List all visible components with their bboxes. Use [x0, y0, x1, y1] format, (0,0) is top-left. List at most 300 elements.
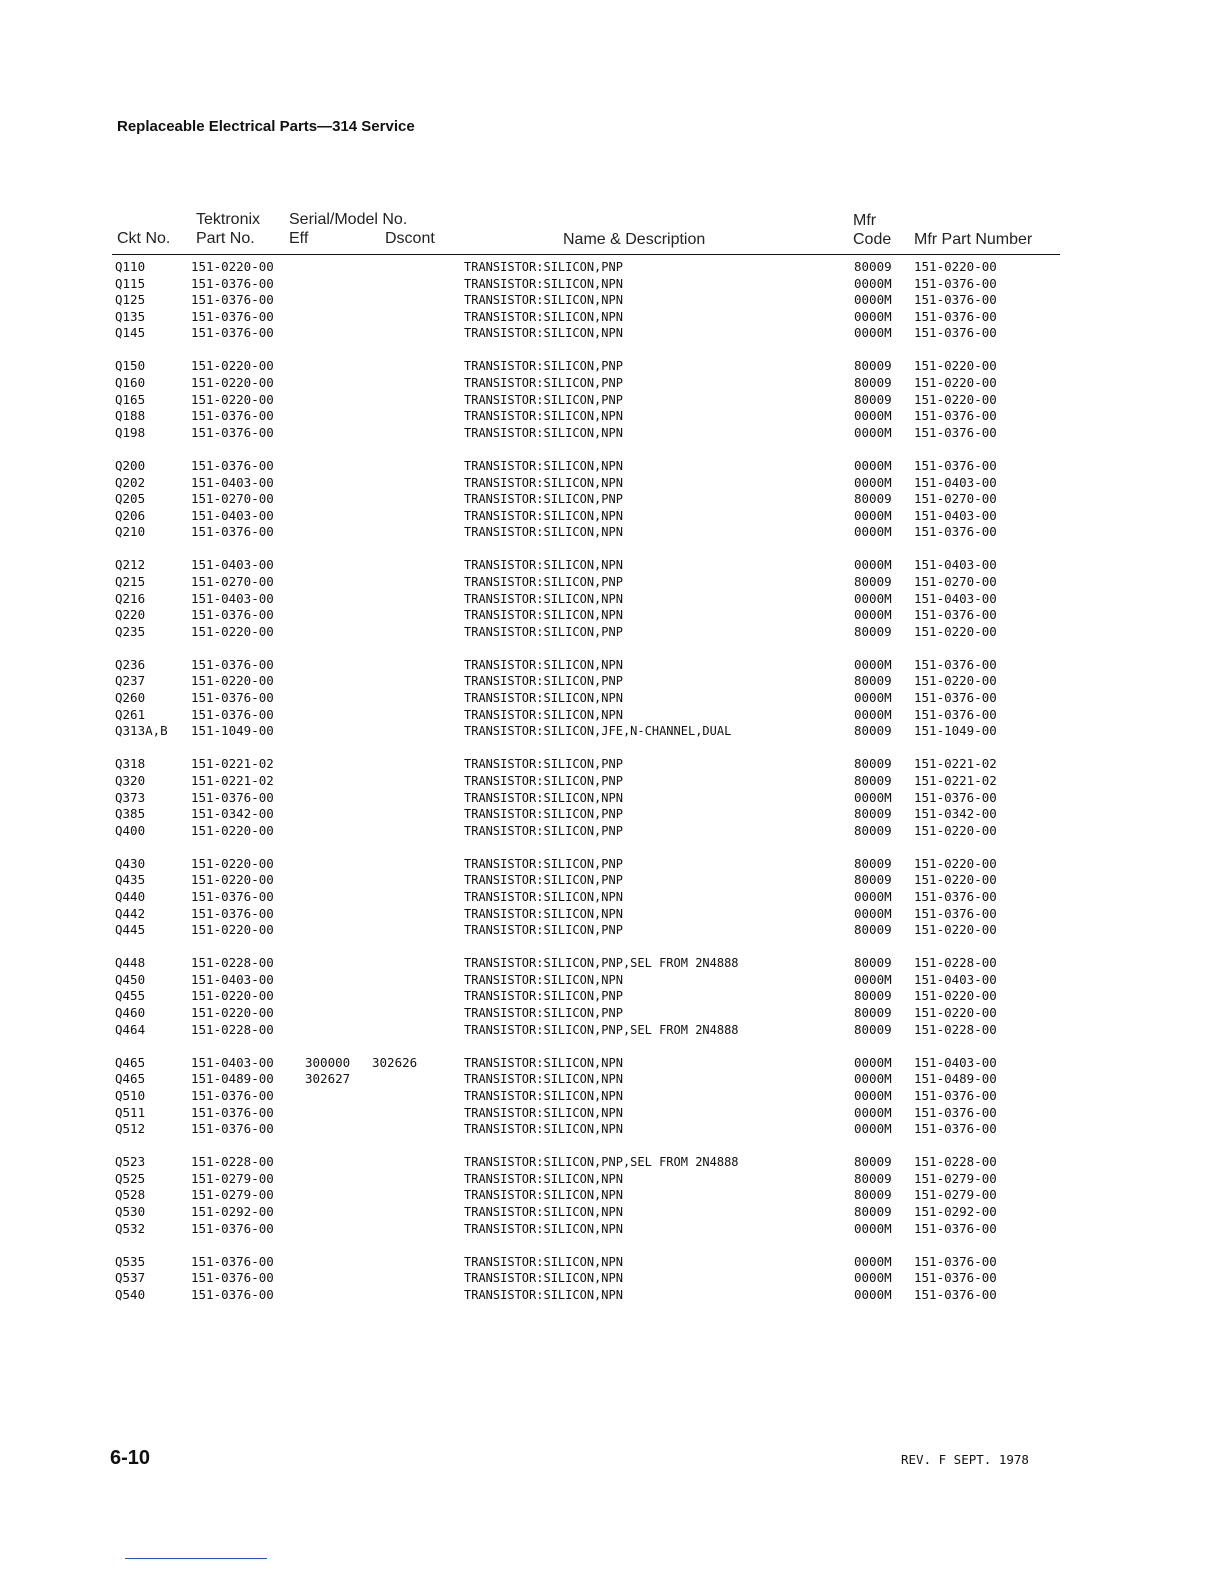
ckt-no-cell: Q260	[115, 690, 146, 706]
ckt-no-cell: Q236	[115, 656, 146, 672]
mfr-code-cell: 80009	[854, 391, 892, 407]
table-row	[0, 955, 1224, 972]
name-description-cell: TRANSISTOR:SILICON,PNP	[464, 823, 623, 838]
table-row	[0, 508, 1224, 525]
ckt-no-cell: Q537	[115, 1270, 146, 1286]
mfr-part-number-cell: 151-0376-00	[914, 607, 997, 623]
name-description-cell: TRANSISTOR:SILICON,NPN	[464, 409, 623, 424]
part-no-cell: 151-0403-00	[191, 557, 274, 573]
mfr-part-number-cell: 151-0292-00	[914, 1204, 997, 1219]
ckt-no-cell: Q145	[115, 325, 146, 341]
name-description-cell: TRANSISTOR:SILICON,NPN	[464, 790, 623, 805]
mfr-part-number-cell: 151-0221-02	[914, 756, 997, 772]
name-description-cell: TRANSISTOR:SILICON,PNP	[464, 624, 623, 639]
table-row	[0, 1022, 1224, 1039]
mfr-part-number-cell: 151-0228-00	[914, 1021, 997, 1037]
mfr-part-number-cell: 151-0220-00	[914, 391, 997, 407]
ckt-no-cell: Q198	[115, 424, 146, 440]
ckt-no-cell: Q385	[115, 806, 146, 822]
name-description-cell: TRANSISTOR:SILICON,PNP	[464, 674, 623, 689]
mfr-part-number-cell: 151-0376-00	[914, 1253, 997, 1269]
mfr-part-number-cell: 151-0376-00	[914, 408, 997, 424]
mfr-part-number-cell: 151-0220-00	[914, 922, 997, 938]
row-group	[0, 259, 1224, 342]
part-no-cell: 151-0376-00	[191, 789, 274, 805]
ckt-no-cell: Q216	[115, 590, 146, 606]
mfr-code-cell: 0000M	[854, 275, 892, 291]
table-row	[0, 872, 1224, 889]
header-tektronix: Tektronix	[196, 211, 261, 228]
mfr-part-number-cell: 151-0489-00	[914, 1071, 997, 1087]
mfr-code-cell: 0000M	[854, 656, 892, 672]
name-description-cell: TRANSISTOR:SILICON,PNP	[464, 807, 623, 822]
mfr-code-cell: 80009	[854, 375, 892, 391]
page-number: 6-10	[110, 1447, 151, 1469]
table-row	[0, 276, 1224, 293]
mfr-part-number-cell: 151-0220-00	[914, 259, 997, 274]
table-row	[0, 1154, 1224, 1171]
ckt-no-cell: Q540	[115, 1286, 146, 1302]
ckt-no-cell: Q440	[115, 889, 146, 904]
header-eff: Eff	[289, 230, 309, 247]
header-serial-model: Serial/Model No.	[289, 211, 408, 228]
name-description-cell: TRANSISTOR:SILICON,PNP	[464, 773, 623, 788]
ckt-no-cell: Q220	[115, 607, 146, 623]
part-no-cell: 151-0292-00	[191, 1204, 274, 1219]
mfr-code-cell: 80009	[854, 1187, 892, 1203]
part-no-cell: 151-0376-00	[191, 524, 274, 540]
name-description-cell: TRANSISTOR:SILICON,NPN	[464, 1105, 623, 1120]
part-no-cell: 151-0270-00	[191, 491, 274, 507]
serial-eff-cell: 302627	[305, 1071, 351, 1087]
table-row	[0, 806, 1224, 823]
header-ckt-no: Ckt No.	[117, 230, 171, 247]
part-no-cell: 151-0220-00	[191, 1005, 274, 1021]
table-row	[0, 988, 1224, 1005]
mfr-code-cell: 80009	[854, 574, 892, 589]
mfr-part-number-cell: 151-0228-00	[914, 1154, 997, 1170]
table-row	[0, 624, 1224, 641]
part-no-cell: 151-0376-00	[191, 424, 274, 440]
mfr-code-cell: 0000M	[854, 1270, 892, 1286]
table-row	[0, 922, 1224, 939]
name-description-cell: TRANSISTOR:SILICON,PNP	[464, 492, 623, 507]
name-description-cell: TRANSISTOR:SILICON,NPN	[464, 1287, 623, 1302]
table-row	[0, 259, 1224, 276]
ckt-no-cell: Q160	[115, 375, 146, 391]
ckt-no-cell: Q373	[115, 789, 146, 805]
mfr-code-cell: 80009	[854, 806, 892, 822]
table-row	[0, 1071, 1224, 1088]
table-row	[0, 392, 1224, 409]
table-row	[0, 773, 1224, 790]
part-no-cell: 151-0221-02	[191, 756, 274, 772]
name-description-cell: TRANSISTOR:SILICON,NPN	[464, 608, 623, 623]
header-mfr-part-number: Mfr Part Number	[914, 231, 1033, 248]
table-row	[0, 292, 1224, 309]
mfr-code-cell: 0000M	[854, 590, 892, 606]
part-no-cell: 151-0403-00	[191, 474, 274, 490]
table-row	[0, 1005, 1224, 1022]
part-no-cell: 151-0376-00	[191, 889, 274, 904]
header-dscont: Dscont	[385, 230, 435, 247]
ckt-no-cell: Q261	[115, 706, 146, 722]
ckt-no-cell: Q528	[115, 1187, 146, 1203]
mfr-code-cell: 0000M	[854, 1286, 892, 1302]
mfr-code-cell: 0000M	[854, 1220, 892, 1236]
part-no-cell: 151-0220-00	[191, 872, 274, 888]
row-group	[0, 756, 1224, 839]
mfr-part-number-cell: 151-0220-00	[914, 855, 997, 871]
name-description-cell: TRANSISTOR:SILICON,NPN	[464, 326, 623, 341]
ckt-no-cell: Q525	[115, 1170, 146, 1186]
revision-note: REV. F SEPT. 1978	[901, 1452, 1029, 1467]
ckt-no-cell: Q110	[115, 259, 146, 274]
mfr-part-number-cell: 151-0220-00	[914, 872, 997, 888]
name-description-cell: TRANSISTOR:SILICON,PNP	[464, 856, 623, 871]
table-row	[0, 607, 1224, 624]
table-row	[0, 1187, 1224, 1204]
ckt-no-cell: Q210	[115, 524, 146, 540]
table-row	[0, 723, 1224, 740]
row-group	[0, 657, 1224, 740]
ckt-no-cell: Q464	[115, 1021, 146, 1037]
name-description-cell: TRANSISTOR:SILICON,PNP,SEL FROM 2N4888	[464, 1022, 739, 1037]
mfr-part-number-cell: 151-0376-00	[914, 905, 997, 921]
table-row	[0, 1254, 1224, 1271]
mfr-code-cell: 80009	[854, 1154, 892, 1170]
part-no-cell: 151-0376-00	[191, 408, 274, 424]
table-row	[0, 309, 1224, 326]
mfr-code-cell: 0000M	[854, 1071, 892, 1087]
table-row	[0, 524, 1224, 541]
mfr-part-number-cell: 151-0270-00	[914, 491, 997, 507]
mfr-code-cell: 0000M	[854, 507, 892, 523]
table-row	[0, 557, 1224, 574]
name-description-cell: TRANSISTOR:SILICON,NPN	[464, 1221, 623, 1236]
mfr-part-number-cell: 151-0376-00	[914, 1270, 997, 1286]
mfr-code-cell: 0000M	[854, 1253, 892, 1269]
part-no-cell: 151-0342-00	[191, 806, 274, 822]
name-description-cell: TRANSISTOR:SILICON,NPN	[464, 1271, 623, 1286]
mfr-part-number-cell: 151-0376-00	[914, 524, 997, 540]
mfr-part-number-cell: 151-0376-00	[914, 308, 997, 324]
ckt-no-cell: Q205	[115, 491, 146, 507]
name-description-cell: TRANSISTOR:SILICON,NPN	[464, 1171, 623, 1186]
ckt-no-cell: Q215	[115, 574, 146, 589]
mfr-code-cell: 0000M	[854, 607, 892, 623]
ckt-no-cell: Q442	[115, 905, 146, 921]
name-description-cell: TRANSISTOR:SILICON,NPN	[464, 525, 623, 540]
ckt-no-cell: Q188	[115, 408, 146, 424]
part-no-cell: 151-0220-00	[191, 391, 274, 407]
table-row	[0, 425, 1224, 442]
mfr-part-number-cell: 151-0220-00	[914, 358, 997, 374]
table-row	[0, 325, 1224, 342]
mfr-code-cell: 80009	[854, 756, 892, 772]
part-no-cell: 151-0376-00	[191, 1121, 274, 1137]
part-no-cell: 151-0220-00	[191, 988, 274, 1004]
mfr-code-cell: 0000M	[854, 557, 892, 573]
mfr-part-number-cell: 151-0220-00	[914, 1005, 997, 1021]
table-row	[0, 856, 1224, 873]
name-description-cell: TRANSISTOR:SILICON,NPN	[464, 1055, 623, 1070]
mfr-code-cell: 80009	[854, 1204, 892, 1219]
name-description-cell: TRANSISTOR:SILICON,PNP	[464, 392, 623, 407]
name-description-cell: TRANSISTOR:SILICON,PNP	[464, 376, 623, 391]
page-title: Replaceable Electrical Parts—314 Service	[117, 118, 415, 135]
mfr-code-cell: 0000M	[854, 1121, 892, 1137]
table-row	[0, 358, 1224, 375]
part-no-cell: 151-0376-00	[191, 1253, 274, 1269]
table-row	[0, 972, 1224, 989]
name-description-cell: TRANSISTOR:SILICON,NPN	[464, 558, 623, 573]
mfr-code-cell: 0000M	[854, 457, 892, 473]
part-no-cell: 151-0270-00	[191, 574, 274, 589]
table-row	[0, 591, 1224, 608]
table-row	[0, 1270, 1224, 1287]
ckt-no-cell: Q465	[115, 1071, 146, 1087]
name-description-cell: TRANSISTOR:SILICON,NPN	[464, 293, 623, 308]
table-row	[0, 574, 1224, 591]
name-description-cell: TRANSISTOR:SILICON,NPN	[464, 591, 623, 606]
table-row	[0, 1221, 1224, 1238]
ckt-no-cell: Q530	[115, 1204, 146, 1219]
table-row	[0, 408, 1224, 425]
part-no-cell: 151-0221-02	[191, 772, 274, 788]
mfr-part-number-cell: 151-0376-00	[914, 1121, 997, 1137]
mfr-code-cell: 80009	[854, 673, 892, 689]
table-row	[0, 690, 1224, 707]
part-no-cell: 151-0220-00	[191, 922, 274, 938]
part-no-cell: 151-0228-00	[191, 955, 274, 971]
mfr-part-number-cell: 151-0220-00	[914, 623, 997, 639]
part-no-cell: 151-0220-00	[191, 375, 274, 391]
part-no-cell: 151-0376-00	[191, 1220, 274, 1236]
part-no-cell: 151-0376-00	[191, 656, 274, 672]
ckt-no-cell: Q445	[115, 922, 146, 938]
ckt-no-cell: Q318	[115, 756, 146, 772]
header-code: Code	[853, 231, 892, 248]
ckt-no-cell: Q535	[115, 1253, 146, 1269]
ckt-no-cell: Q212	[115, 557, 146, 573]
name-description-cell: TRANSISTOR:SILICON,NPN	[464, 1072, 623, 1087]
mfr-part-number-cell: 151-0342-00	[914, 806, 997, 822]
mfr-part-number-cell: 151-0376-00	[914, 1087, 997, 1103]
part-no-cell: 151-0376-00	[191, 457, 274, 473]
name-description-cell: TRANSISTOR:SILICON,PNP,SEL FROM 2N4888	[464, 956, 739, 971]
name-description-cell: TRANSISTOR:SILICON,NPN	[464, 890, 623, 904]
mfr-part-number-cell: 151-0228-00	[914, 955, 997, 971]
name-description-cell: TRANSISTOR:SILICON,PNP	[464, 359, 623, 374]
mfr-code-cell: 0000M	[854, 524, 892, 540]
name-description-cell: TRANSISTOR:SILICON,NPN	[464, 1254, 623, 1269]
ckt-no-cell: Q510	[115, 1087, 146, 1103]
ckt-no-cell: Q165	[115, 391, 146, 407]
part-no-cell: 151-0376-00	[191, 607, 274, 623]
mfr-part-number-cell: 151-0221-02	[914, 772, 997, 788]
name-description-cell: TRANSISTOR:SILICON,NPN	[464, 508, 623, 523]
name-description-cell: TRANSISTOR:SILICON,PNP	[464, 923, 623, 938]
mfr-part-number-cell: 151-0279-00	[914, 1187, 997, 1203]
table-row	[0, 1088, 1224, 1105]
part-no-cell: 151-0376-00	[191, 1087, 274, 1103]
ckt-no-cell: Q455	[115, 988, 146, 1004]
mfr-code-cell: 80009	[854, 491, 892, 507]
table-row	[0, 458, 1224, 475]
header-name-description: Name & Description	[563, 231, 706, 248]
name-description-cell: TRANSISTOR:SILICON,PNP	[464, 757, 623, 772]
mfr-code-cell: 80009	[854, 623, 892, 639]
ckt-no-cell: Q532	[115, 1220, 146, 1236]
part-no-cell: 151-0376-00	[191, 706, 274, 722]
ckt-no-cell: Q448	[115, 955, 146, 971]
name-description-cell: TRANSISTOR:SILICON,NPN	[464, 475, 623, 490]
mfr-code-cell: 0000M	[854, 325, 892, 341]
name-description-cell: TRANSISTOR:SILICON,PNP	[464, 575, 623, 589]
part-no-cell: 151-0376-00	[191, 690, 274, 706]
part-no-cell: 151-0220-00	[191, 673, 274, 689]
ckt-no-cell: Q200	[115, 457, 146, 473]
ckt-no-cell: Q150	[115, 358, 146, 374]
table-row	[0, 1121, 1224, 1138]
mfr-part-number-cell: 151-0403-00	[914, 1054, 997, 1070]
mfr-part-number-cell: 151-0376-00	[914, 275, 997, 291]
mfr-part-number-cell: 151-0376-00	[914, 325, 997, 341]
row-group	[0, 557, 1224, 640]
part-no-cell: 151-0489-00	[191, 1071, 274, 1087]
ckt-no-cell: Q313A,B	[115, 723, 168, 739]
part-no-cell: 151-0376-00	[191, 1286, 274, 1302]
table-row	[0, 475, 1224, 492]
part-no-cell: 151-0220-00	[191, 855, 274, 871]
mfr-part-number-cell: 151-0376-00	[914, 690, 997, 706]
ckt-no-cell: Q400	[115, 822, 146, 838]
name-description-cell: TRANSISTOR:SILICON,NPN	[464, 1122, 623, 1137]
name-description-cell: TRANSISTOR:SILICON,PNP	[464, 260, 623, 274]
part-no-cell: 151-0403-00	[191, 971, 274, 987]
mfr-code-cell: 0000M	[854, 292, 892, 308]
name-description-cell: TRANSISTOR:SILICON,NPN	[464, 1205, 623, 1219]
name-description-cell: TRANSISTOR:SILICON,PNP	[464, 1006, 623, 1021]
name-description-cell: TRANSISTOR:SILICON,NPN	[464, 309, 623, 324]
mfr-part-number-cell: 151-0376-00	[914, 1104, 997, 1120]
ckt-no-cell: Q135	[115, 308, 146, 324]
name-description-cell: TRANSISTOR:SILICON,PNP	[464, 989, 623, 1004]
name-description-cell: TRANSISTOR:SILICON,NPN	[464, 1188, 623, 1203]
ckt-no-cell: Q512	[115, 1121, 146, 1137]
table-row	[0, 673, 1224, 690]
serial-dscont-cell: 302626	[372, 1054, 418, 1070]
name-description-cell: TRANSISTOR:SILICON,PNP	[464, 873, 623, 888]
name-description-cell: TRANSISTOR:SILICON,PNP,SEL FROM 2N4888	[464, 1155, 739, 1170]
mfr-part-number-cell: 151-1049-00	[914, 723, 997, 739]
mfr-code-cell: 80009	[854, 723, 892, 739]
part-no-cell: 151-1049-00	[191, 723, 274, 739]
part-no-cell: 151-0279-00	[191, 1170, 274, 1186]
mfr-code-cell: 0000M	[854, 474, 892, 490]
part-no-cell: 151-0376-00	[191, 905, 274, 921]
row-group	[0, 955, 1224, 1038]
table-row	[0, 906, 1224, 923]
mfr-part-number-cell: 151-0403-00	[914, 590, 997, 606]
ckt-no-cell: Q511	[115, 1104, 146, 1120]
mfr-part-number-cell: 151-0376-00	[914, 424, 997, 440]
ckt-no-cell: Q206	[115, 507, 146, 523]
mfr-code-cell: 80009	[854, 955, 892, 971]
mfr-part-number-cell: 151-0403-00	[914, 557, 997, 573]
part-no-cell: 151-0220-00	[191, 623, 274, 639]
name-description-cell: TRANSISTOR:SILICON,NPN	[464, 276, 623, 291]
table-row	[0, 657, 1224, 674]
table-row	[0, 1105, 1224, 1122]
mfr-part-number-cell: 151-0376-00	[914, 1286, 997, 1302]
table-row	[0, 1171, 1224, 1188]
header-rule	[112, 254, 1060, 255]
mfr-part-number-cell: 151-0279-00	[914, 1170, 997, 1186]
row-group	[0, 1254, 1224, 1304]
part-no-cell: 151-0220-00	[191, 358, 274, 374]
row-group	[0, 358, 1224, 441]
part-no-cell: 151-0376-00	[191, 325, 274, 341]
mfr-code-cell: 80009	[854, 922, 892, 938]
mfr-code-cell: 0000M	[854, 889, 892, 904]
part-no-cell: 151-0376-00	[191, 1270, 274, 1286]
ckt-no-cell: Q460	[115, 1005, 146, 1021]
ckt-no-cell: Q465	[115, 1054, 146, 1070]
mfr-code-cell: 0000M	[854, 424, 892, 440]
mfr-part-number-cell: 151-0376-00	[914, 292, 997, 308]
name-description-cell: TRANSISTOR:SILICON,NPN	[464, 657, 623, 672]
mfr-part-number-cell: 151-0403-00	[914, 507, 997, 523]
mfr-code-cell: 0000M	[854, 789, 892, 805]
mfr-code-cell: 80009	[854, 822, 892, 838]
mfr-code-cell: 80009	[854, 772, 892, 788]
part-no-cell: 151-0376-00	[191, 1104, 274, 1120]
part-no-cell: 151-0376-00	[191, 308, 274, 324]
part-no-cell: 151-0376-00	[191, 292, 274, 308]
part-no-cell: 151-0376-00	[191, 275, 274, 291]
mfr-code-cell: 80009	[854, 358, 892, 374]
mfr-code-cell: 0000M	[854, 971, 892, 987]
mfr-code-cell: 80009	[854, 872, 892, 888]
part-no-cell: 151-0228-00	[191, 1154, 274, 1170]
ckt-no-cell: Q115	[115, 275, 146, 291]
mfr-code-cell: 0000M	[854, 308, 892, 324]
mfr-part-number-cell: 151-0403-00	[914, 971, 997, 987]
mfr-code-cell: 0000M	[854, 1054, 892, 1070]
part-no-cell: 151-0228-00	[191, 1021, 274, 1037]
mfr-part-number-cell: 151-0220-00	[914, 673, 997, 689]
table-row	[0, 756, 1224, 773]
table-row	[0, 1055, 1224, 1072]
part-no-cell: 151-0403-00	[191, 590, 274, 606]
mfr-part-number-cell: 151-0270-00	[914, 574, 997, 589]
name-description-cell: TRANSISTOR:SILICON,NPN	[464, 1088, 623, 1103]
row-group	[0, 1154, 1224, 1237]
ckt-no-cell: Q320	[115, 772, 146, 788]
row-group	[0, 1055, 1224, 1138]
mfr-part-number-cell: 151-0376-00	[914, 1220, 997, 1236]
mfr-code-cell: 80009	[854, 988, 892, 1004]
mfr-code-cell: 0000M	[854, 706, 892, 722]
bottom-rule	[125, 1558, 267, 1559]
row-group	[0, 458, 1224, 541]
name-description-cell: TRANSISTOR:SILICON,NPN	[464, 458, 623, 473]
mfr-code-cell: 80009	[854, 1021, 892, 1037]
name-description-cell: TRANSISTOR:SILICON,NPN	[464, 906, 623, 921]
table-row	[0, 375, 1224, 392]
